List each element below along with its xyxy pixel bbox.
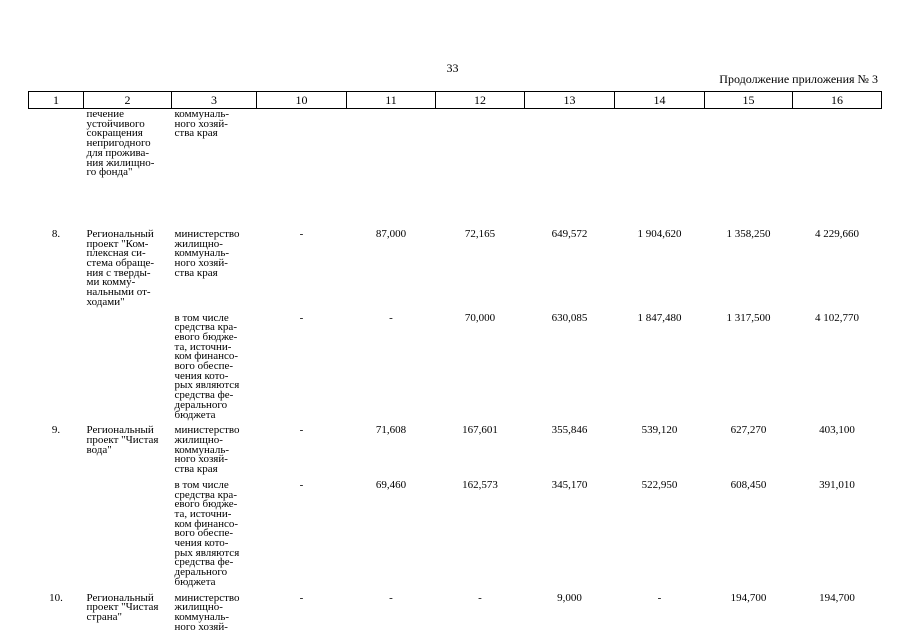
value-col-14 xyxy=(615,109,705,230)
value-col-11: - xyxy=(389,311,393,324)
project-name xyxy=(84,314,172,427)
value-col-16: 403,100 xyxy=(819,424,855,437)
project-name: Региональный проект "Ком- плексная си- стема обраще- ния с тверды- ми комму- нальными от- ходами" xyxy=(86,227,155,308)
value-col-15: 194,700 xyxy=(730,591,767,604)
value-col-14: 522,950 xyxy=(641,478,678,491)
value-col-11: - xyxy=(389,591,393,604)
value-col-14: - xyxy=(657,591,662,604)
table-row xyxy=(29,594,882,633)
table-header-row xyxy=(29,92,882,109)
value-col-16: 4 102,770 xyxy=(815,311,859,324)
row-number: 9. xyxy=(51,424,61,437)
value-col-15: 1 358,250 xyxy=(726,227,771,240)
project-name xyxy=(84,481,172,594)
row-number xyxy=(29,314,84,427)
page-number: 33 xyxy=(446,61,459,75)
value-col-13: 9,000 xyxy=(557,591,582,604)
value-col-13: 355,846 xyxy=(551,424,588,437)
responsible-org: министерство жилищно- коммуналь- ного хозяй- ства края xyxy=(174,227,240,279)
value-col-10: - xyxy=(299,478,304,491)
column-header: 1 xyxy=(29,92,84,109)
value-col-13: 630,085 xyxy=(551,311,588,324)
value-col-15: 608,450 xyxy=(730,478,767,491)
project-name: Региональный проект "Чистая страна" xyxy=(86,591,159,623)
table-row xyxy=(29,109,882,230)
value-col-12: 72,165 xyxy=(464,227,496,240)
row-number: 8. xyxy=(51,227,61,240)
value-col-13: 345,170 xyxy=(551,478,588,491)
value-col-14: 539,120 xyxy=(641,424,678,437)
value-col-12: 162,573 xyxy=(462,478,498,491)
project-name: печение устойчивого сокращения непригодного для прожива- ния жилищно- го фонда" xyxy=(86,108,155,179)
responsible-org: коммуналь- ного хозяй- ства края xyxy=(174,108,230,140)
column-header: 3 xyxy=(172,92,257,109)
value-col-12: 70,000 xyxy=(464,311,496,324)
table-row xyxy=(29,230,882,314)
value-col-12 xyxy=(436,109,525,230)
value-col-14: 1 904,620 xyxy=(637,227,682,240)
value-col-14: 1 847,480 xyxy=(637,311,682,324)
column-header: 15 xyxy=(705,92,793,109)
value-col-10: - xyxy=(299,227,304,240)
budget-table xyxy=(28,91,882,632)
continuation-note: Продолжение приложения № 3 xyxy=(719,72,878,86)
value-col-16 xyxy=(793,109,882,230)
value-col-16: 194,700 xyxy=(819,591,855,604)
column-header: 2 xyxy=(84,92,172,109)
project-name: Региональный проект "Чистая вода" xyxy=(86,424,159,456)
table-row xyxy=(29,426,882,481)
value-col-15 xyxy=(705,109,793,230)
value-col-16: 4 229,660 xyxy=(815,227,859,240)
responsible-org: министерство жилищно- коммуналь- ного хозяй- xyxy=(174,591,240,633)
value-col-13 xyxy=(525,109,615,230)
value-col-10: - xyxy=(299,424,304,437)
value-col-11: 69,460 xyxy=(375,478,407,491)
row-number: 10. xyxy=(49,591,63,604)
responsible-org: в том числе средства кра- евого бюдже- та, источни- ком финансо- вого обеспе- чения кото- рых являются средства фе- дерального бюджета xyxy=(174,478,240,588)
value-col-16: 391,010 xyxy=(819,478,855,491)
column-header: 14 xyxy=(615,92,705,109)
value-col-12: 167,601 xyxy=(462,424,498,437)
column-header: 16 xyxy=(793,92,882,109)
value-col-11 xyxy=(347,109,436,230)
value-col-11: 71,608 xyxy=(375,424,407,437)
value-col-10 xyxy=(257,109,347,230)
value-col-13: 649,572 xyxy=(551,227,588,240)
table-row xyxy=(29,314,882,427)
row-number xyxy=(29,481,84,594)
table-row xyxy=(29,481,882,594)
value-col-11: 87,000 xyxy=(375,227,407,240)
value-col-10: - xyxy=(299,311,304,324)
value-col-15: 1 317,500 xyxy=(726,311,771,324)
responsible-org: в том числе средства кра- евого бюдже- та, источни- ком финансо- вого обеспе- чения кото- рых являются средства фе- дерального бюджета xyxy=(174,311,240,421)
column-header: 12 xyxy=(436,92,525,109)
value-col-12: - xyxy=(478,591,482,604)
responsible-org: министерство жилищно- коммуналь- ного хозяй- ства края xyxy=(174,424,240,476)
value-col-15: 627,270 xyxy=(730,424,767,437)
row-number xyxy=(29,109,84,230)
value-col-10: - xyxy=(299,591,304,604)
column-header: 13 xyxy=(525,92,615,109)
column-header: 11 xyxy=(347,92,436,109)
column-header: 10 xyxy=(257,92,347,109)
